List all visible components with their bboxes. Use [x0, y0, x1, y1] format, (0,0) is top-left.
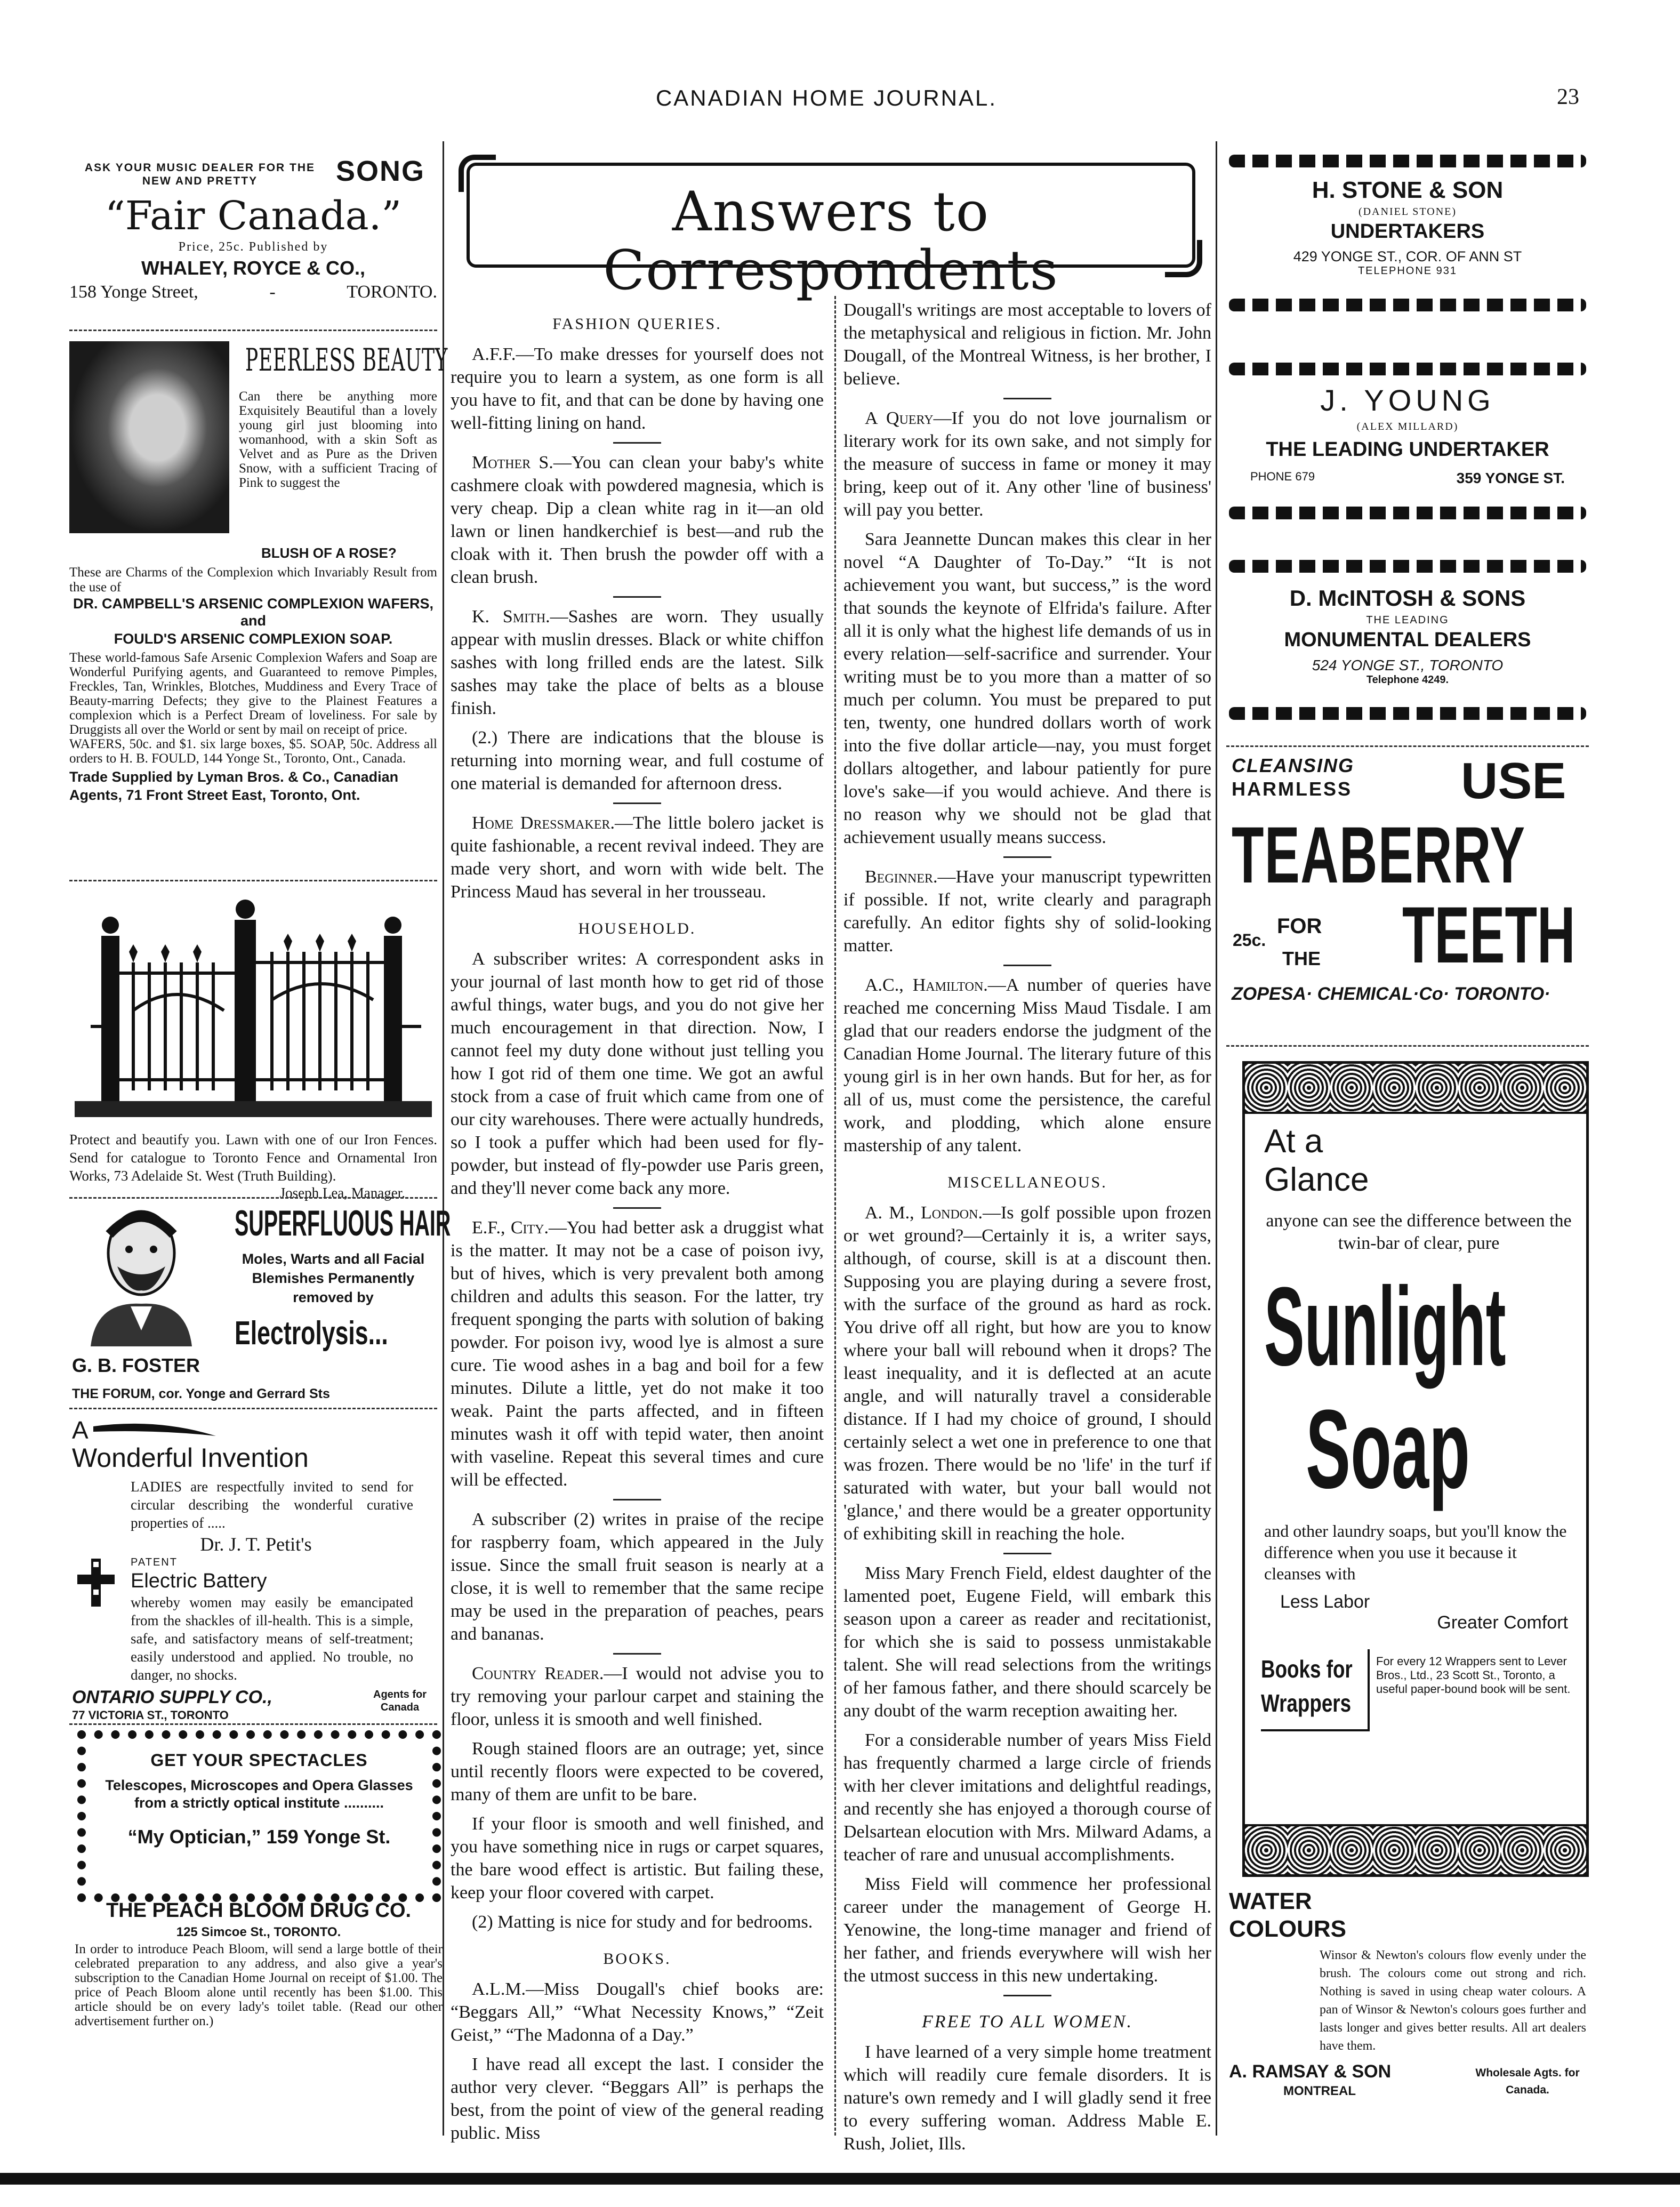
column-rule-right: [1216, 141, 1217, 2136]
paragraph-text: (2.) There are indications that the blouse is returning into morning wear, and full costume of one material is demanded for afternoon dress.: [451, 728, 824, 793]
correspondent-name: Mother S.: [472, 453, 553, 472]
song-ad-publisher: WHALEY, ROYCE & CO.,: [141, 257, 366, 279]
article-paragraph: [451, 605, 824, 720]
paragraph-text: —I would not advise you to try removing your parlour carpet and staining the floor, unless it is smooth and well finished.: [451, 1664, 824, 1729]
article-paragraph: [843, 407, 1211, 521]
teaberry-for: FOR: [1277, 914, 1322, 938]
correspondent-name: K. Smith.: [472, 607, 550, 627]
section-separator: [613, 1207, 661, 1209]
woman-portrait-image: [69, 341, 229, 533]
water-colours-ad: [1229, 1888, 1591, 2104]
paragraph-text: —If you do not love journalism or literary work for its own sake, and not simply for the measure of success in fame or money it may bring, keep out of it. Any other 'line of business' will pay you better.: [843, 408, 1211, 520]
section-separator: [613, 1499, 661, 1500]
column-rule-left: [443, 141, 444, 2136]
paragraph-text: —Sashes are worn. They usually appear with muslin dresses. Black or white chiffon sashes with long frilled ends are the latest. Silk sashes may take the place of belts as a blouse finish.: [451, 607, 824, 718]
rule: [69, 1408, 437, 1409]
correspondent-name: A Query: [865, 408, 934, 428]
sunlight-word: Sunlight: [1264, 1264, 1506, 1389]
invention-title: Wonderful Invention: [72, 1443, 309, 1473]
water-colours-title-2: COLOURS: [1229, 1916, 1346, 1942]
article-paragraph: [451, 1737, 824, 1806]
ontario-supply-company: ONTARIO SUPPLY CO.,: [72, 1687, 272, 1707]
ornament-border: [1229, 299, 1586, 311]
article-paragraph: [451, 812, 824, 903]
spectacles-body: Telescopes, Microscopes and Opera Glasses from a strictly optical institute ..........: [105, 1777, 413, 1811]
stone-address: 429 YONGE ST., COR. OF ANN ST: [1293, 248, 1522, 264]
section-separator: [1003, 965, 1051, 966]
pointer-swoosh-icon: [93, 1420, 216, 1441]
correspondent-name: Country Reader.: [472, 1664, 604, 1683]
paragraph-text: A subscriber writes: A correspondent asks in your journal of last month how to get rid of those awful things, water bugs, and you do not give her much encouragement in that direction. Now, I cannot feel my duty done without just telling you how I got rid of them one time. We got an awful stock from a case of fruit which came from one of our city warehouses. There were actually hundreds, so I took a puffer which had been used for fly-powder, but instead of fly-powder use Paris green, and they'll never come back any more.: [451, 949, 824, 1198]
man-portrait-image: [75, 1202, 208, 1346]
ornament-border: [1229, 507, 1586, 519]
paragraph-text: Rough stained floors are an outrage; yet, since until recently floors were expected to be covered, many of them are unfit to be bare.: [451, 1739, 824, 1804]
spectacles-ad: [77, 1730, 441, 1902]
invention-a: A: [72, 1416, 89, 1444]
teaberry-use: USE: [1461, 752, 1566, 809]
article-paragraph: [451, 1662, 824, 1731]
article-paragraph: [843, 1562, 1211, 1722]
peerless-prices: WAFERS, 50c. and $1. six large boxes, $5. SOAP, 50c. Address all orders to H. B. FOULD, 144 Yonge St., Toronto, Ont., Canada.: [69, 737, 437, 766]
rule: [1226, 1045, 1589, 1047]
mcintosh-subname: THE LEADING: [1366, 614, 1449, 626]
invention-product: Electric Battery: [131, 1570, 267, 1592]
young-name: J. YOUNG: [1320, 383, 1495, 417]
section-separator: [613, 1653, 661, 1655]
section-heading: HOUSEHOLD.: [578, 920, 696, 937]
paragraph-text: —Miss Dougall's chief books are: “Beggars All,” “What Necessity Knows,” “Zeit Geist,” “The Madonna of a Day.”: [451, 1979, 824, 2045]
article-paragraph: [451, 726, 824, 795]
rule: [1226, 745, 1589, 747]
masthead-flourish-right-icon: [1165, 240, 1202, 277]
stone-name: H. STONE & SON: [1312, 177, 1504, 203]
correspondent-name: A. M., London.: [865, 1203, 983, 1223]
young-address: 359 YONGE ST.: [1456, 470, 1565, 486]
sunlight-books-for: Books for: [1261, 1655, 1353, 1683]
sunlight-other: and other laundry soaps, but you'll know the difference when you use it because it cleanses with: [1264, 1521, 1567, 1583]
song-ad-dash: -: [269, 282, 276, 302]
peerless-charms: These are Charms of the Complexion which Invariably Result from the use of: [69, 565, 437, 595]
teaberry-maker: ZOPESA· CHEMICAL·Co· TORONTO·: [1232, 984, 1550, 1004]
spectacles-optician: “My Optician,” 159 Yonge St.: [127, 1826, 391, 1848]
rule: [69, 880, 437, 881]
water-colours-body: Winsor & Newton's colours flow evenly under the brush. The colours come out strong and rich. Nothing is saved in using cheap water colours. A pan of Winsor & Newton's colours goes further and lasts longer and gives better results. All art dealers have them.: [1320, 1948, 1586, 2053]
ramsay-city: MONTREAL: [1283, 2084, 1356, 2098]
article-paragraph: [451, 1911, 824, 1933]
paragraph-text: If your floor is smooth and well finished, and you have something nice in rugs or carpet squares, the bare wood effect is artistic. But failing these, keep your floor covered with carpet.: [451, 1814, 824, 1903]
section-separator: [613, 442, 661, 444]
masthead-flourish-left-icon: [459, 155, 496, 192]
article-paragraph: [451, 1508, 824, 1646]
foster-address: THE FORUM, cor. Yonge and Gerrard Sts: [72, 1386, 330, 1401]
teaberry-brand: TEABERRY: [1232, 810, 1526, 900]
mcintosh-trade: MONUMENTAL DEALERS: [1284, 629, 1531, 651]
song-ad-city: TORONTO.: [347, 282, 437, 302]
ornament-border: [1229, 707, 1586, 720]
correspondent-name: Home Dressmaker.: [472, 813, 615, 833]
song-ad-title: “Fair Canada.”: [105, 193, 402, 239]
page-header-title: CANADIAN HOME JOURNAL.: [655, 85, 998, 110]
rule: [69, 1197, 437, 1199]
article-paragraph: [451, 1812, 824, 1904]
song-ad-ask: ASK YOUR MUSIC DEALER FOR THE NEW AND PRETTY: [84, 162, 316, 187]
peach-bloom-title: THE PEACH BLOOM DRUG CO.: [106, 1899, 412, 1922]
section-separator: [1003, 856, 1051, 858]
masthead-title: Answers to Correspondents: [603, 180, 1059, 302]
ramsay-agents: Wholesale Agts. for Canada.: [1475, 2067, 1580, 2096]
article-paragraph: [451, 451, 824, 589]
stone-subname: (DANIEL STONE): [1358, 206, 1457, 218]
superfluous-hair-sub: Moles, Warts and all Facial Blemishes Permanently removed by: [242, 1251, 425, 1305]
sunlight-at-a: At a: [1264, 1123, 1323, 1160]
invention-patent: PATENT: [131, 1556, 178, 1568]
sunlight-greater-comfort: Greater Comfort: [1437, 1612, 1568, 1633]
sunlight-glance: Glance: [1264, 1161, 1369, 1198]
section-heading: MISCELLANEOUS.: [947, 1174, 1107, 1191]
section-separator: [613, 596, 661, 598]
correspondent-name: Beginner.: [865, 867, 938, 887]
correspondent-name: A.L.M.: [472, 1979, 526, 1999]
invention-ad: [72, 1416, 440, 1724]
spectacles-title: GET YOUR SPECTACLES: [150, 1751, 368, 1770]
sunlight-soap-ad: [1242, 1061, 1589, 1877]
young-phone: PHONE 679: [1250, 470, 1315, 483]
section-heading: FREE TO ALL WOMEN.: [922, 2012, 1133, 2032]
sunburst-border-bottom-icon: [1245, 1824, 1586, 1874]
masthead-frame: [467, 163, 1195, 302]
answers-column-2: [843, 299, 1211, 2162]
rule: [69, 330, 437, 331]
teaberry-harmless: HARMLESS: [1232, 778, 1353, 800]
iron-fence-text: Protect and beautify you. Lawn with one of our Iron Fences. Send for catalogue to Toronto Fence and Ornamental Iron Works, 73 Adelaide St. West (Truth Building).: [69, 1131, 437, 1184]
paragraph-text: —To make dresses for yourself does not require you to learn a system, as one form is all you have to fit, and that can be done by having one well-fitting lining on hand.: [451, 344, 824, 433]
peerless-product-wafers: DR. CAMPBELL'S ARSENIC COMPLEXION WAFERS, and: [73, 596, 433, 629]
electrolysis-word: Electrolysis...: [235, 1315, 388, 1352]
column-rule-middle: [834, 296, 836, 2136]
article-paragraph: [451, 1216, 824, 1491]
ontario-supply-address: 77 VICTORIA ST., TORONTO: [72, 1708, 229, 1722]
article-paragraph: [451, 948, 824, 1200]
mcintosh-address: 524 YONGE ST., TORONTO: [1312, 657, 1504, 673]
stone-trade: UNDERTAKERS: [1330, 220, 1485, 243]
song-ad-song-word: SONG: [336, 155, 425, 187]
peerless-trade: Trade Supplied by Lyman Bros. & Co., Canadian Agents, 71 Front Street East, Toronto, Ont.: [69, 769, 399, 803]
paragraph-text: —You had better ask a druggist what is the matter. It may not be a case of poison ivy, but of hives, which is very prevalent both among children and adults this season. For the latter, try frequent sponging the parts with solution of baking powder. For poison ivy, wood lye is almost a sure cure. Tie wood ashes in a bag and boil for a few minutes. Dilute a little, yet do not make it too weak. Paint the parts affected, and in fifteen minutes wash it off with tepid water, then anoint with vaseline. Repeat this several times and cure will be effected.: [451, 1218, 824, 1490]
peach-bloom-body: In order to introduce Peach Bloom, will send a large bottle of their celebrated preparation to any address, and also give a year's subscription to the Canadian Home Journal on receipt of $1.00. The price of Peach Bloom alone until recently has been $1.00. This article should be on every lady's toilet table. (Read our other advertisement further on.): [75, 1942, 443, 2028]
paragraph-text: —Is golf possible upon frozen or wet ground?—Certainly it is, a writer says, although, of course, skill is at a discount then. Supposing you are playing during a severe frost, with the surface of the ground as hard as rock. You drive off all right, but how are you to know where your ball will rebound when it drops? The least inequality, and it is deflected at an acute angle, and will naturally travel a considerable distance. If I had my choice of ground, I should certainly select a wet one in preference to one that was frozen. There would be no 'life' in the turf if saturated with water, but your ball would not 'glance,' and there would be a greater opportunity of exhibiting skill in reaching the hole.: [843, 1203, 1211, 1544]
sunlight-offer: For every 12 Wrappers sent to Lever Bros., Ltd., 23 Scott St., Toronto, a useful paper-bound book will be sent.: [1376, 1655, 1571, 1696]
paragraph-text: —The little bolero jacket is quite fashionable, a recent revival indeed. They are made very short, and worn with wide belt. The Princess Maud has several in her trousseau.: [451, 813, 824, 902]
peach-bloom-ad: [75, 1898, 443, 2028]
iron-fence-signature: Joseph Lea, Manager.: [279, 1185, 405, 1201]
superfluous-hair-title: SUPERFLUOUS HAIR: [235, 1203, 451, 1243]
sunburst-border-top-icon: [1245, 1064, 1586, 1114]
article-paragraph: [843, 974, 1211, 1157]
paragraph-text: Miss Mary French Field, eldest daughter of the lamented poet, Eugene Field, will embark this season upon a career as reader and recitationist, for which she is said to possess unmistakable talent. She will read selections from the writings of her famous father, and there should scarcely be any doubt of the warm reception awaiting her.: [843, 1563, 1211, 1721]
section-separator: [1003, 1995, 1051, 1996]
article-paragraph: [843, 528, 1211, 849]
iron-fence-ad: [69, 888, 437, 1201]
section-separator: [613, 802, 661, 804]
article-paragraph: [843, 299, 1211, 390]
stone-undertakers-ad: [1229, 155, 1586, 315]
paragraph-text: —You can clean your baby's white cashmere cloak with powdered magnesia, which is very cheap. Dip a clean white rag in it—an old lawn or linen handkerchief is best—and rub the cloak with it. Then brush the powder off with a clean brush.: [451, 453, 824, 587]
stone-phone: TELEPHONE 931: [1357, 265, 1458, 277]
correspondent-name: E.F., City.: [472, 1218, 549, 1238]
article-paragraph: [843, 865, 1211, 957]
bottom-rule: [0, 2173, 1680, 2185]
teaberry-the: THE: [1282, 948, 1321, 969]
iron-fence-image: [69, 888, 437, 1122]
article-paragraph: [843, 1729, 1211, 1866]
paragraph-text: Dougall's writings are most acceptable to lovers of the metaphysical and religious in fiction. Mr. John Dougall, of the Montreal Witness, is her brother, I believe.: [843, 300, 1211, 389]
invention-doctor: Dr. J. T. Petit's: [200, 1534, 312, 1555]
correspondent-name: A.F.F.: [472, 344, 516, 364]
invention-intro: LADIES are respectfully invited to send for circular describing the wonderful curative properties of .....: [131, 1479, 413, 1531]
teaberry-cleansing: CLEANSING: [1232, 755, 1355, 776]
battery-cross-icon: [77, 1559, 115, 1607]
rule: [69, 1723, 437, 1725]
peerless-beauty-blush: BLUSH OF A ROSE?: [261, 545, 397, 561]
section-heading: BOOKS.: [603, 1950, 671, 1968]
peerless-product-soap: FOULD'S ARSENIC COMPLEXION SOAP.: [114, 631, 393, 647]
ornament-border: [1229, 363, 1586, 375]
paragraph-text: Miss Field will commence her professional career under the management of George H. Yenowine, the long-time manager and friend of her father, and friends everywhere will wish her the utmost success in this new undertaking.: [843, 1874, 1211, 1986]
paragraph-text: I have read all except the last. I consider the author very clever. “Beggars All” is perhaps the best, from the point of view of the general reading public. Miss: [451, 2054, 824, 2143]
song-ad-address: 158 Yonge Street,: [69, 282, 198, 302]
young-subname: (ALEX MILLARD): [1356, 421, 1459, 432]
soap-word: Soap: [1306, 1386, 1470, 1512]
page-number: 23: [1557, 85, 1579, 109]
section-separator: [1003, 398, 1051, 399]
paragraph-text: For a considerable number of years Miss Field has frequently charmed a large circle of friends with her clever imitations and delightful readings, and recently she has enjoyed a thorough course of Delsartean elocution with Mrs. Milward Adams, a teacher of rare and unusual accomplishments.: [843, 1730, 1211, 1865]
ornament-border: [1229, 155, 1586, 167]
foster-name: G. B. FOSTER: [72, 1354, 200, 1376]
paragraph-text: I have learned of a very simple home treatment which will readily cure female disorders. It is nature's own remedy and I will gladly send it free to every suffering woman. Address Mable E. Rush, Joliet, Ills.: [843, 2042, 1211, 2154]
article-paragraph: [843, 1201, 1211, 1545]
ramsay-company: A. RAMSAY & SON: [1229, 2061, 1392, 2082]
peerless-beauty-title: PEERLESS BEAUTY: [245, 342, 448, 378]
paragraph-text: —A number of queries have reached me concerning Miss Maud Tisdale. I am glad that our readers endorse the judgment of the Canadian Home Journal. The literary future of this young girl is in her own hands. But for her, as for all of us, must come the persistence, the careful work, and plodding, which alone ensure mastership of any talent.: [843, 975, 1211, 1155]
paragraph-text: A subscriber (2) writes in praise of the recipe for raspberry foam, which appeared in the July issue. Since the small fruit season is nearly at a close, it is well to remember that the same recipe may be used in the preparation of peaches, pears and bananas.: [451, 1510, 824, 1644]
section-heading: FASHION QUERIES.: [552, 315, 722, 333]
paragraph-text: —Have your manuscript typewritten if possible. If not, write clearly and paragraph carefully. An editor fights shy of solid-looking matter.: [843, 867, 1211, 956]
mcintosh-name: D. McINTOSH & SONS: [1289, 585, 1526, 611]
sunlight-wrappers: Wrappers: [1261, 1689, 1352, 1717]
song-ad-price: Price, 25c. Published by: [178, 240, 328, 254]
answers-column-1: [451, 299, 824, 2151]
electrolysis-ad: [69, 1202, 451, 1384]
water-colours-title-1: WATER: [1229, 1888, 1312, 1914]
ontario-supply-agents: Agents for Canada: [373, 1689, 427, 1713]
mcintosh-phone: Telephone 4249.: [1366, 674, 1449, 686]
sunlight-less-labor: Less Labor: [1280, 1592, 1370, 1612]
teaberry-teeth: TEETH: [1402, 890, 1575, 980]
mcintosh-monumental-ad: [1229, 560, 1586, 720]
section-separator: [1003, 1553, 1051, 1554]
invention-description: whereby women may easily be emancipated from the shackles of ill-health. This is a simple, safe, and satisfactory means of self-treatment; easily understood and applied. No trouble, no danger, no shocks.: [131, 1594, 413, 1683]
paragraph-text: Sara Jeannette Duncan makes this clear in her novel “A Daughter of To-Day.” “It is not achievement you want, but success,” is the word that sounds the keynote of Elfrida's failure. After all it is only what the highest life demands of us in every relation—self-sacrifice and surrender. Your writing must be to you more than a matter of so much per column. You must be prepared to put ten, twenty, one hundred dollars worth of work into the five dollar article—nay, you must forget dollars altogether, and labour patiently for pure love's sake—if you would achieve. And there is no reason why we should not be glad that achievement usually means success.: [843, 529, 1211, 847]
paragraph-text: (2) Matting is nice for study and for bedrooms.: [472, 1912, 813, 1932]
article-paragraph: [451, 2053, 824, 2145]
article-paragraph: [451, 1978, 824, 2047]
peach-bloom-address: 125 Simcoe St., TORONTO.: [176, 1925, 341, 1939]
article-paragraph: [451, 343, 824, 435]
sunlight-lead: anyone can see the difference between the twin-bar of clear, pure: [1266, 1211, 1572, 1253]
song-ad: [69, 155, 437, 302]
correspondent-name: A.C., Hamilton.: [865, 975, 988, 995]
young-undertaker-ad: [1229, 363, 1586, 523]
peerless-description: These world-famous Safe Arsenic Complexion Wafers and Soap are Wonderful Purifying agents, and Guaranteed to remove Pimples, Freckles, Tan, Wrinkles, Blotches, Muddiness and Every Trace of Beauty-marring Defects; they give to the Plainest Features a complexion which is a Perfect Dream of loveliness. For sale by Druggists all over the World or sent by mail on receipt of price.: [69, 651, 437, 737]
peerless-beauty-body: Can there be anything more Exquisitely Beautiful than a lovely young girl just blooming into womanhood, with a skin Soft as Velvet and as Pure as the Driven Snow, with a sufficient Tracing of Pink to suggest the: [239, 389, 437, 490]
teaberry-price: 25c.: [1233, 930, 1266, 950]
ornament-border: [1229, 560, 1586, 573]
article-paragraph: [843, 2041, 1211, 2155]
teaberry-ad: [1226, 752, 1589, 1042]
young-trade: THE LEADING UNDERTAKER: [1266, 438, 1549, 461]
article-paragraph: [843, 1873, 1211, 1987]
